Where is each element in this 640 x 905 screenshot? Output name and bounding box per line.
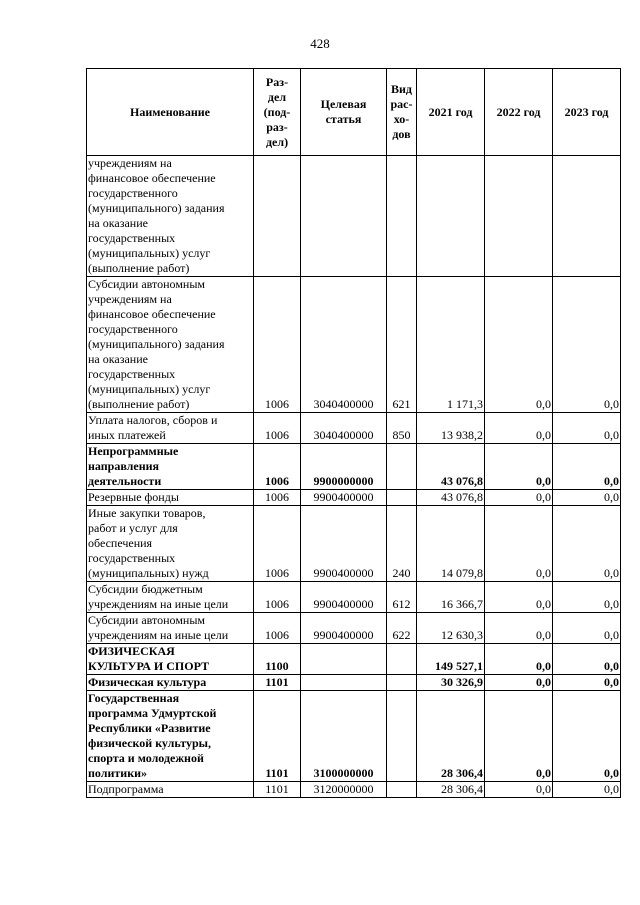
row-target: 3040400000 [301,413,387,444]
row-value-2022: 0,0 [485,413,553,444]
table-row [87,413,621,444]
table-body [87,156,621,798]
header-2021: 2021 год [417,69,485,156]
row-value-2022: 0,0 [485,490,553,506]
header-section: Раз- дел (под- раз- дел) [254,69,301,156]
table-row [87,444,621,490]
row-section: 1101 [254,782,301,798]
row-value-2021: 43 076,8 [417,490,485,506]
table-row [87,506,621,582]
row-value-2023 [553,156,621,277]
row-value-2023: 0,0 [553,277,621,413]
row-value-2022: 0,0 [485,675,553,691]
row-value-2022: 0,0 [485,644,553,675]
row-name: Государственная программа Удмуртской Республики «Развитие физической культуры, спорта и молодежной политики» [87,691,254,782]
row-expense-type [387,156,417,277]
row-name: Непрограммные направления деятельности [87,444,254,490]
table-row [87,644,621,675]
row-section: 1006 [254,613,301,644]
row-value-2022: 0,0 [485,582,553,613]
row-value-2021: 16 366,7 [417,582,485,613]
table-header-row [87,69,621,156]
row-value-2022: 0,0 [485,506,553,582]
row-value-2021: 12 630,3 [417,613,485,644]
table-row [87,691,621,782]
row-expense-type: 240 [387,506,417,582]
row-target: 9900400000 [301,582,387,613]
row-target: 9900000000 [301,444,387,490]
row-value-2022: 0,0 [485,444,553,490]
row-value-2022: 0,0 [485,277,553,413]
table-row [87,582,621,613]
row-name: учреждениям на финансовое обеспечение государственного (муниципального) задания на оказание государственных (муниципальных) услуг (выполнение работ) [87,156,254,277]
row-section: 1006 [254,506,301,582]
header-name: Наименование [87,69,254,156]
row-name: Субсидии автономным учреждениям на иные цели [87,613,254,644]
row-name: ФИЗИЧЕСКАЯ КУЛЬТУРА И СПОРТ [87,644,254,675]
table-row [87,782,621,798]
table-row [87,675,621,691]
row-value-2021: 1 171,3 [417,277,485,413]
header-target: Целевая статья [301,69,387,156]
row-target: 3100000000 [301,691,387,782]
row-expense-type: 622 [387,613,417,644]
budget-table [86,68,621,798]
row-name: Резервные фонды [87,490,254,506]
row-target: 9900400000 [301,613,387,644]
row-target [301,675,387,691]
row-name: Иные закупки товаров, работ и услуг для обеспечения государственных (муниципальных) нужд [87,506,254,582]
row-section: 1101 [254,691,301,782]
row-value-2023: 0,0 [553,675,621,691]
row-value-2021: 14 079,8 [417,506,485,582]
row-target: 3120000000 [301,782,387,798]
row-value-2023: 0,0 [553,582,621,613]
row-expense-type [387,675,417,691]
row-section [254,156,301,277]
table-row [87,490,621,506]
row-value-2022: 0,0 [485,782,553,798]
row-target [301,644,387,675]
row-target: 9900400000 [301,490,387,506]
table-row [87,156,621,277]
table-row [87,613,621,644]
row-section: 1101 [254,675,301,691]
row-value-2023: 0,0 [553,644,621,675]
row-value-2022: 0,0 [485,613,553,644]
row-name: Подпрограмма [87,782,254,798]
row-value-2023: 0,0 [553,691,621,782]
header-expense-type: Вид рас- хо- дов [387,69,417,156]
row-value-2021: 43 076,8 [417,444,485,490]
row-name: Уплата налогов, сборов и иных платежей [87,413,254,444]
header-2022: 2022 год [485,69,553,156]
row-expense-type [387,644,417,675]
row-section: 1006 [254,444,301,490]
row-value-2023: 0,0 [553,413,621,444]
row-section: 1006 [254,490,301,506]
row-section: 1006 [254,413,301,444]
row-value-2022 [485,156,553,277]
row-value-2023: 0,0 [553,506,621,582]
header-2023: 2023 год [553,69,621,156]
row-value-2023: 0,0 [553,782,621,798]
row-section: 1006 [254,582,301,613]
row-name: Физическая культура [87,675,254,691]
row-expense-type [387,782,417,798]
row-expense-type: 621 [387,277,417,413]
row-target: 3040400000 [301,277,387,413]
row-expense-type [387,444,417,490]
row-target [301,156,387,277]
row-value-2021: 30 326,9 [417,675,485,691]
row-expense-type: 612 [387,582,417,613]
row-value-2021: 149 527,1 [417,644,485,675]
row-expense-type [387,691,417,782]
row-value-2021: 13 938,2 [417,413,485,444]
row-name: Субсидии бюджетным учреждениям на иные цели [87,582,254,613]
table-row [87,277,621,413]
row-value-2021 [417,156,485,277]
row-section: 1100 [254,644,301,675]
row-expense-type [387,490,417,506]
row-value-2023: 0,0 [553,613,621,644]
row-value-2022: 0,0 [485,691,553,782]
row-value-2023: 0,0 [553,444,621,490]
row-value-2023: 0,0 [553,490,621,506]
row-value-2021: 28 306,4 [417,691,485,782]
page-number: 428 [310,36,330,51]
row-expense-type: 850 [387,413,417,444]
row-value-2021: 28 306,4 [417,782,485,798]
row-name: Субсидии автономным учреждениям на финансовое обеспечение государственного (муниципального) задания на оказание государственных (муниципальных) услуг (выполнение работ) [87,277,254,413]
row-section: 1006 [254,277,301,413]
row-target: 9900400000 [301,506,387,582]
